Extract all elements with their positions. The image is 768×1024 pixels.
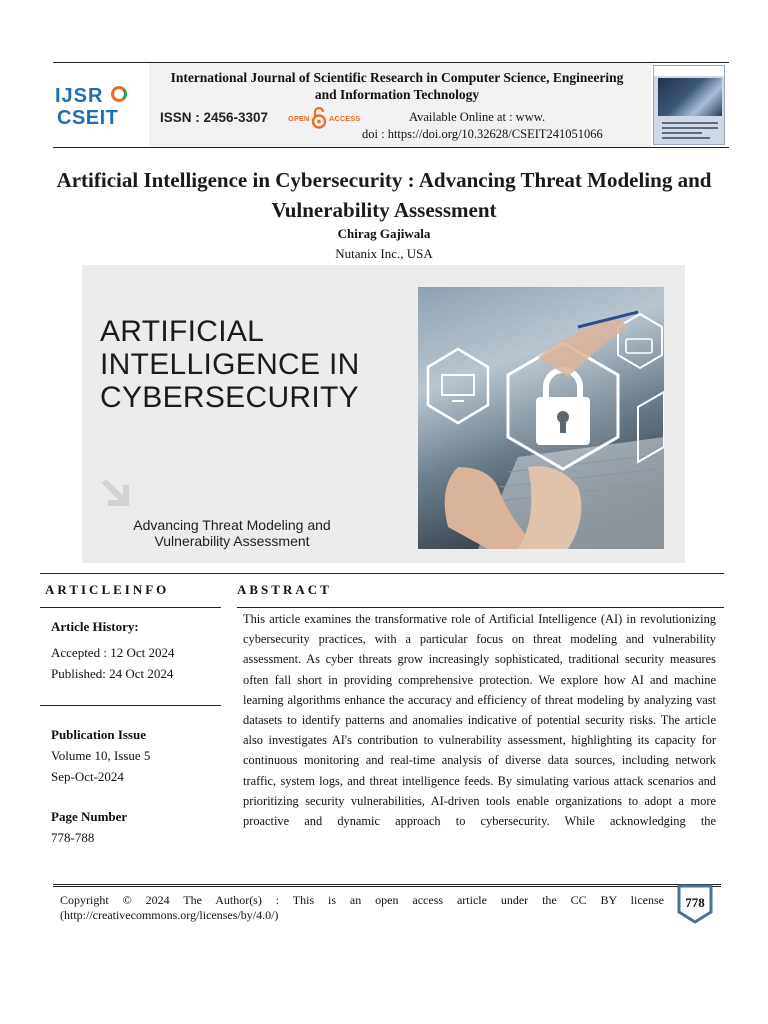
publication-issue-block	[51, 724, 150, 787]
article-info-label: ARTICLEINFO	[45, 582, 170, 597]
arrow-down-right-icon	[98, 475, 134, 511]
article-history-label: Article History:	[51, 619, 139, 634]
accepted-date: Accepted : 12 Oct 2024	[51, 645, 175, 660]
banner-subtitle-line2: Vulnerability Assessment	[154, 533, 310, 549]
journal-cover-thumbnail	[653, 65, 725, 145]
open-access-left: OPEN	[288, 114, 310, 123]
open-access-badge	[288, 107, 362, 133]
article-title: Artificial Intelligence in Cybersecurity : Advancing Threat Modeling and Vulnerability Assessment	[56, 168, 712, 222]
logo-line1: IJSR	[55, 85, 104, 107]
hexagon-top-right	[618, 314, 662, 368]
issue-period: Sep-Oct-2024	[51, 769, 124, 784]
article-banner	[82, 265, 685, 563]
journal-header	[53, 62, 729, 148]
author-affiliation: Nutanix Inc., USA	[335, 246, 433, 261]
logo-line2: CSEIT	[57, 107, 119, 129]
doi-link[interactable]: doi : https://doi.org/10.32628/CSEIT241051066	[362, 127, 603, 141]
journal-logo	[53, 77, 143, 137]
article-history-block	[51, 616, 174, 684]
journal-title: International Journal of Scientific Research in Computer Science, Engineering and Information Technology	[170, 70, 624, 102]
section-top-rule	[40, 573, 724, 574]
available-online: Available Online at : www.	[409, 110, 546, 124]
open-access-lock-icon	[311, 107, 327, 129]
cybersecurity-photo	[418, 287, 664, 549]
abstract-label: ABSTRACT	[237, 582, 332, 597]
license-link[interactable]: (http://creativecommons.org/licenses/by/4.0/)	[60, 908, 279, 922]
logo-ring-icon	[111, 86, 127, 102]
photo-illustration	[418, 287, 664, 549]
copyright-line1: Copyright © 2024 The Author(s) : This is an open access article under the CC BY license	[60, 893, 664, 907]
footer-rule	[53, 884, 721, 887]
abstract-text: This article examines the transformative role of Artificial Intelligence (AI) in revolutionizing cybersecurity practices, with a particular focus on threat modeling and vulnerability assessment. As cyber threats grow increasingly sophisticated, traditional security measures often fall short in providing comprehensive protection. We explore how AI and machine learning algorithms enhance the accuracy and efficiency of threat modeling by analyzing vast datasets to identify patterns and anomalies indicative of potential security risks. The article also investigates AI's contribution to vulnerability assessment, highlighting its capacity for continuous monitoring and real-time analysis of diverse data sources, including network traffic, system logs, and threat intelligence feeds. By simulating various attack scenarios and prioritizing security vulnerabilities, AI-driven tools enable organizations to adopt a more proactive and dynamic approach to cybersecurity. While acknowledging the	[243, 612, 716, 829]
page-number-label: Page Number	[51, 809, 128, 824]
article-info-rule	[40, 607, 221, 608]
issn: ISSN : 2456-3307	[160, 110, 269, 125]
volume-issue: Volume 10, Issue 5	[51, 748, 151, 763]
published-date: Published: 24 Oct 2024	[51, 666, 174, 681]
banner-line3: CYBERSECURITY	[100, 381, 359, 414]
page-number-badge	[676, 884, 714, 924]
page-number-block	[51, 806, 127, 848]
banner-heading	[100, 315, 360, 414]
publication-issue-label: Publication Issue	[51, 727, 146, 742]
banner-line2: INTELLIGENCE IN	[100, 348, 360, 381]
banner-line1: ARTIFICIAL	[100, 315, 265, 348]
article-history-divider	[40, 705, 221, 706]
page-number: 778	[685, 895, 705, 910]
author-name: Chirag Gajiwala	[337, 226, 431, 241]
banner-subtitle	[82, 517, 382, 549]
hexagon-left	[428, 349, 488, 423]
open-access-right: ACCESS	[329, 114, 361, 123]
banner-subtitle-line1: Advancing Threat Modeling and	[133, 517, 331, 533]
page-range: 778-788	[51, 830, 95, 845]
abstract-rule	[237, 607, 724, 608]
